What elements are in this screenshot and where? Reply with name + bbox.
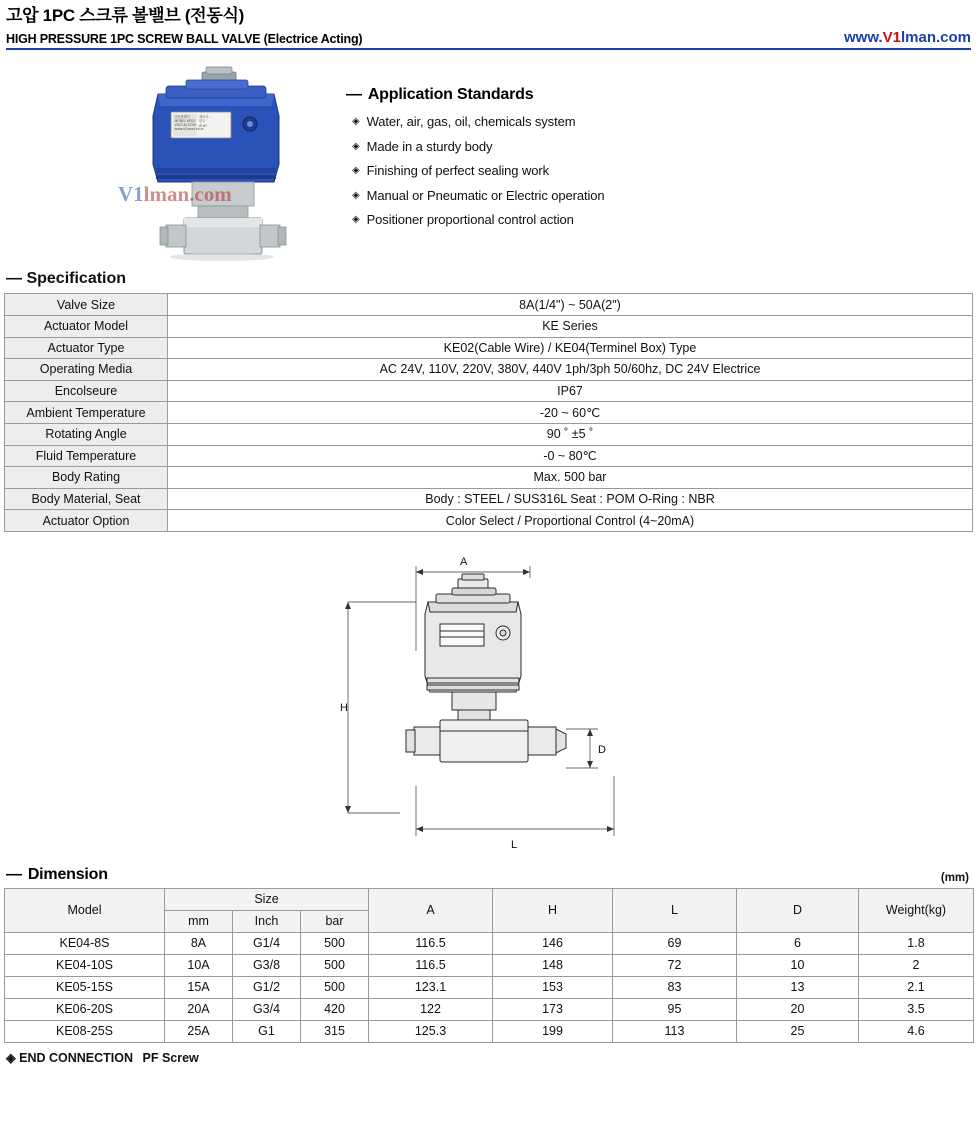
table-row	[5, 380, 973, 402]
list-item-label: Manual or Pneumatic or Electric operation	[366, 187, 605, 203]
cell-model: KE04-10S	[5, 954, 165, 976]
cell-d: 10	[737, 954, 859, 976]
cell-model: KE06-20S	[5, 998, 165, 1020]
website-url[interactable]	[844, 29, 971, 46]
spec-value: 8A(1/4") ~ 50A(2")	[168, 294, 973, 316]
header-divider	[6, 48, 971, 50]
page-header	[0, 0, 977, 50]
technical-drawing-svg	[0, 536, 977, 866]
column-header-model: Model	[5, 888, 165, 932]
table-row	[5, 998, 974, 1020]
diamond-bullet-icon: ◈	[352, 165, 360, 177]
cell-mm: 20A	[165, 998, 233, 1020]
table-row	[5, 932, 974, 954]
cell-h: 153	[493, 976, 613, 998]
heading-dash: —	[6, 270, 22, 288]
cell-bar: 315	[301, 1020, 369, 1042]
cell-a: 122	[369, 998, 493, 1020]
spec-value: Color Select / Proportional Control (4~20mA)	[168, 510, 973, 532]
cell-l: 83	[613, 976, 737, 998]
table-row	[5, 294, 973, 316]
diamond-bullet-icon: ◈	[352, 140, 360, 152]
list-item	[352, 212, 971, 228]
watermark-right: lman.com	[143, 182, 232, 207]
svg-text:전동볼밸브: 전동볼밸브	[174, 115, 190, 120]
table-header-row	[5, 888, 974, 910]
cell-model: KE08-25S	[5, 1020, 165, 1042]
diamond-bullet-icon: ◈	[352, 189, 360, 201]
spec-value: KE Series	[168, 315, 973, 337]
spec-label: Encolseure	[5, 380, 168, 402]
list-item-label: Made in a sturdy body	[366, 138, 493, 154]
cell-model: KE04-8S	[5, 932, 165, 954]
column-header-bar: bar	[301, 910, 369, 932]
cell-d: 6	[737, 932, 859, 954]
cell-l: 72	[613, 954, 737, 976]
column-header-d: D	[737, 888, 859, 932]
page-title-korean: 고압 1PC 스크류 볼밸브 (전동식)	[6, 6, 244, 25]
spec-label: Actuator Option	[5, 510, 168, 532]
dimension-label-l: L	[511, 838, 518, 851]
column-header-size: Size	[165, 888, 369, 910]
url-suffix: lman.com	[900, 29, 971, 47]
cell-d: 20	[737, 998, 859, 1020]
cell-inch: G1/2	[233, 976, 301, 998]
cell-bar: 500	[301, 954, 369, 976]
table-row	[5, 337, 973, 359]
table-row	[5, 976, 974, 998]
spec-value: -20 ~ 60℃	[168, 402, 973, 424]
heading-dash: —	[346, 86, 362, 104]
dimension-label-h: H	[340, 701, 348, 714]
cell-weight: 2.1	[859, 976, 974, 998]
list-item	[352, 139, 971, 155]
cell-weight: 1.8	[859, 932, 974, 954]
cell-inch: G1/4	[233, 932, 301, 954]
cell-h: 173	[493, 998, 613, 1020]
spec-value: Max. 500 bar	[168, 467, 973, 489]
spec-label: Fluid Temperature	[5, 445, 168, 467]
spec-label: Actuator Type	[5, 337, 168, 359]
table-row	[5, 488, 973, 510]
cell-a: 123.1	[369, 976, 493, 998]
column-header-inch: Inch	[233, 910, 301, 932]
end-connection-label: END CONNECTION	[19, 1050, 134, 1065]
cell-l: 95	[613, 998, 737, 1020]
diamond-bullet-icon: ◈	[6, 1050, 16, 1065]
heading-text: Application Standards	[367, 86, 534, 104]
url-prefix: www.	[843, 29, 883, 47]
diamond-bullet-icon: ◈	[352, 214, 360, 226]
dimension-label-a: A	[460, 555, 468, 568]
cell-weight: 3.5	[859, 998, 974, 1020]
column-header-a: A	[369, 888, 493, 932]
spec-label: Actuator Model	[5, 315, 168, 337]
cell-d: 13	[737, 976, 859, 998]
cell-mm: 25A	[165, 1020, 233, 1042]
cell-mm: 10A	[165, 954, 233, 976]
watermark-left: V1	[118, 182, 144, 207]
end-connection-note	[6, 1050, 977, 1065]
cell-h: 148	[493, 954, 613, 976]
table-row	[5, 1020, 974, 1042]
list-item	[352, 163, 971, 179]
cell-l: 113	[613, 1020, 737, 1042]
application-standards-list	[346, 114, 971, 228]
dimension-heading	[6, 866, 108, 884]
technical-drawing	[0, 536, 977, 866]
table-row	[5, 423, 973, 445]
end-connection-value: PF Screw	[142, 1050, 199, 1065]
cell-a: 116.5	[369, 932, 493, 954]
spec-value: IP67	[168, 380, 973, 402]
heading-dash: —	[6, 865, 22, 883]
dimension-section	[0, 866, 977, 1065]
svg-text:VOLT AC220V: VOLT AC220V	[174, 123, 197, 128]
list-item	[352, 188, 971, 204]
list-item-label: Water, air, gas, oil, chemicals system	[366, 114, 576, 130]
list-item-label: Positioner proportional control action	[366, 212, 574, 228]
table-row	[5, 467, 973, 489]
spec-value: AC 24V, 110V, 220V, 380V, 440V 1ph/3ph 50/60hz, DC 24V Electrice	[168, 359, 973, 381]
list-item-label: Finishing of perfect sealing work	[366, 163, 549, 179]
cell-h: 199	[493, 1020, 613, 1042]
title-row	[6, 29, 971, 46]
specification-section	[0, 270, 977, 532]
cell-weight: 4.6	[859, 1020, 974, 1042]
specification-heading	[6, 270, 973, 288]
cell-a: 116.5	[369, 954, 493, 976]
cell-h: 146	[493, 932, 613, 954]
spec-value: 90 ˚ ±5 ˚	[168, 423, 973, 445]
list-item	[352, 114, 971, 130]
svg-text:www.v1lman.co.kr: www.v1lman.co.kr	[174, 127, 204, 132]
table-row	[5, 315, 973, 337]
column-header-l: L	[613, 888, 737, 932]
application-standards-heading	[346, 86, 971, 104]
cell-bar: 500	[301, 932, 369, 954]
cell-a: 125.3	[369, 1020, 493, 1042]
column-header-weight: Weight(kg)	[859, 888, 974, 932]
spec-label: Body Material, Seat	[5, 488, 168, 510]
cell-inch: G3/4	[233, 998, 301, 1020]
spec-value: -0 ~ 80℃	[168, 445, 973, 467]
svg-text:IP 67: IP 67	[199, 124, 207, 129]
cell-weight: 2	[859, 954, 974, 976]
cell-inch: G3/8	[233, 954, 301, 976]
svg-text:제조사 :: 제조사 :	[199, 115, 211, 120]
cell-inch: G1	[233, 1020, 301, 1042]
heading-text: Specification	[26, 270, 127, 288]
cell-bar: 500	[301, 976, 369, 998]
dimension-table	[4, 888, 974, 1043]
url-highlight: V1	[882, 29, 901, 47]
watermark	[118, 182, 232, 207]
svg-text:MODEL KE02: MODEL KE02	[174, 119, 196, 124]
cell-model: KE05-15S	[5, 976, 165, 998]
cell-mm: 8A	[165, 932, 233, 954]
dimension-unit-label: (mm)	[940, 871, 969, 884]
dimension-label-d: D	[598, 743, 606, 756]
table-row	[5, 359, 973, 381]
cell-d: 25	[737, 1020, 859, 1042]
table-row	[5, 445, 973, 467]
table-row	[5, 402, 973, 424]
spec-label: Ambient Temperature	[5, 402, 168, 424]
product-photo	[6, 64, 336, 264]
column-header-h: H	[493, 888, 613, 932]
cell-bar: 420	[301, 998, 369, 1020]
spec-label: Body Rating	[5, 467, 168, 489]
column-header-mm: mm	[165, 910, 233, 932]
diamond-bullet-icon: ◈	[352, 116, 360, 128]
spec-label: Rotating Angle	[5, 423, 168, 445]
spec-value: KE02(Cable Wire) / KE04(Terminel Box) Type	[168, 337, 973, 359]
dimension-heading-row	[0, 866, 977, 884]
application-standards-section	[336, 64, 971, 264]
cell-l: 69	[613, 932, 737, 954]
specification-table	[4, 293, 973, 532]
spec-value: Body : STEEL / SUS316L Seat : POM O-Ring : NBR	[168, 488, 973, 510]
spec-label: Valve Size	[5, 294, 168, 316]
table-row	[5, 954, 974, 976]
top-section	[0, 64, 977, 264]
cell-mm: 15A	[165, 976, 233, 998]
page-title-english: HIGH PRESSURE 1PC SCREW BALL VALVE (Electrice Acting)	[6, 32, 363, 47]
table-row	[5, 510, 973, 532]
spec-label: Operating Media	[5, 359, 168, 381]
product-photo-svg	[6, 64, 336, 264]
heading-text: Dimension	[27, 865, 108, 883]
svg-text:한국: 한국	[199, 119, 206, 124]
